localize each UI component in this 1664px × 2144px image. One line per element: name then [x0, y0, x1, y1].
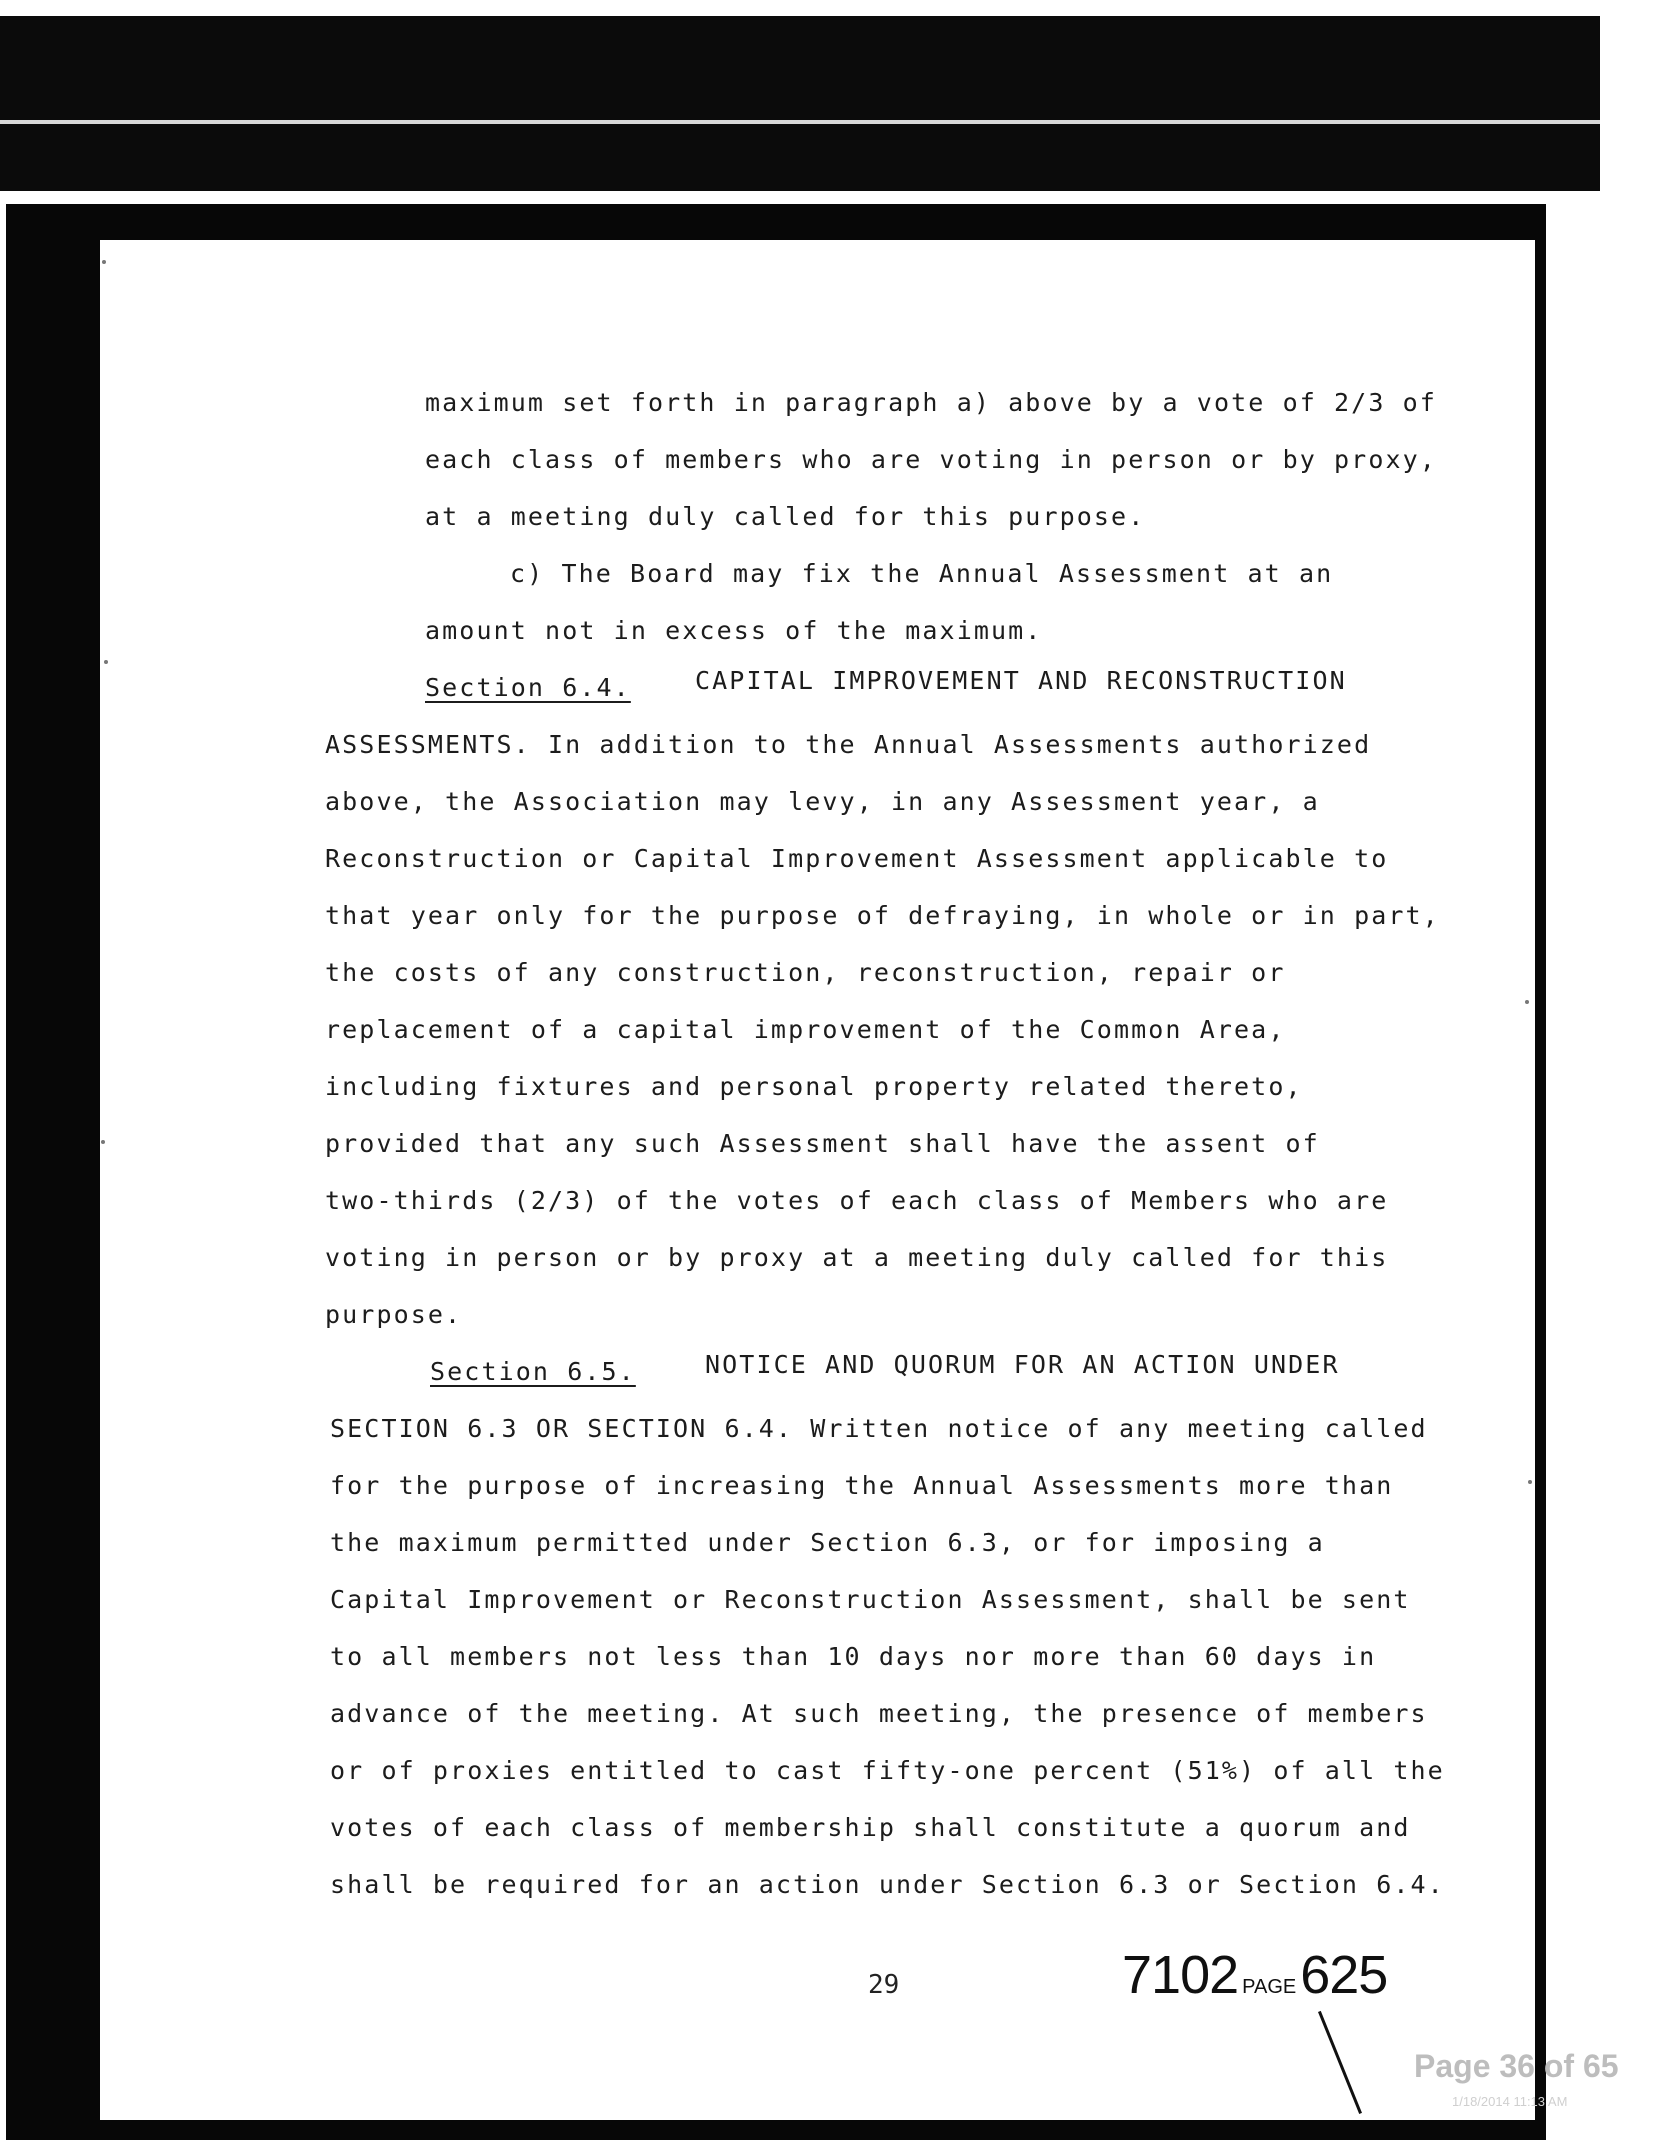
body-line: the costs of any construction, reconstruction, repair or — [325, 958, 1286, 987]
body-line: provided that any such Assessment shall have the assent of — [325, 1129, 1320, 1158]
recording-stamp — [1122, 1944, 1387, 2006]
body-line: Reconstruction or Capital Improvement Assessment applicable to — [325, 844, 1389, 873]
body-line: above, the Association may levy, in any Assessment year, a — [325, 787, 1320, 816]
header-rule — [0, 120, 1600, 124]
body-line: for the purpose of increasing the Annual Assessments more than — [330, 1471, 1394, 1500]
scan-speck — [1528, 1480, 1532, 1484]
body-line: two-thirds (2/3) of the votes of each class of Members who are — [325, 1186, 1389, 1215]
page-label: PAGE — [1242, 1976, 1297, 1998]
page-number: 29 — [868, 1970, 900, 2000]
body-line: the maximum permitted under Section 6.3, or for imposing a — [330, 1528, 1325, 1557]
body-line: c) The Board may fix the Annual Assessment at an — [510, 559, 1334, 588]
section-title: CAPITAL IMPROVEMENT AND RECONSTRUCTION — [695, 666, 1347, 695]
body-line: including fixtures and personal property related thereto, — [325, 1072, 1303, 1101]
section-title: NOTICE AND QUORUM FOR AN ACTION UNDER — [705, 1350, 1340, 1379]
body-line: voting in person or by proxy at a meeting duly called for this — [325, 1243, 1389, 1272]
scan-speck — [101, 1140, 105, 1144]
scan-speck — [104, 660, 108, 664]
body-line: votes of each class of membership shall constitute a quorum and — [330, 1813, 1411, 1842]
body-line: maximum set forth in paragraph a) above by a vote of 2/3 of — [425, 388, 1437, 417]
viewer-page-indicator: Page 36 of 65 — [1414, 2048, 1619, 2084]
body-line: replacement of a capital improvement of the Common Area, — [325, 1015, 1286, 1044]
body-line: purpose. — [325, 1300, 463, 1329]
scan-header-band — [0, 16, 1600, 191]
body-line: or of proxies entitled to cast fifty-one percent (51%) of all the — [330, 1756, 1445, 1785]
body-line: amount not in excess of the maximum. — [425, 616, 1043, 645]
body-line: shall be required for an action under Section 6.3 or Section 6.4. — [330, 1870, 1445, 1899]
section-heading: Section 6.4. — [425, 673, 631, 702]
scan-speck — [102, 260, 106, 264]
viewer-timestamp: 1/18/2014 11:13 AM — [1452, 2094, 1568, 2109]
body-line: ASSESSMENTS. In addition to the Annual Assessments authorized — [325, 730, 1372, 759]
body-line: Capital Improvement or Reconstruction Assessment, shall be sent — [330, 1585, 1411, 1614]
body-line: at a meeting duly called for this purpose. — [425, 502, 1146, 531]
body-line: to all members not less than 10 days nor more than 60 days in — [330, 1642, 1377, 1671]
body-line: SECTION 6.3 OR SECTION 6.4. Written notice of any meeting called — [330, 1414, 1428, 1443]
scan-speck — [1525, 1000, 1529, 1004]
body-line: each class of members who are voting in person or by proxy, — [425, 445, 1437, 474]
body-line: that year only for the purpose of defraying, in whole or in part, — [325, 901, 1440, 930]
body-line: advance of the meeting. At such meeting, the presence of members — [330, 1699, 1428, 1728]
book-page: 625 — [1300, 1945, 1388, 2005]
section-heading: Section 6.5. — [430, 1357, 636, 1386]
book-number: 7102 — [1122, 1945, 1239, 2005]
